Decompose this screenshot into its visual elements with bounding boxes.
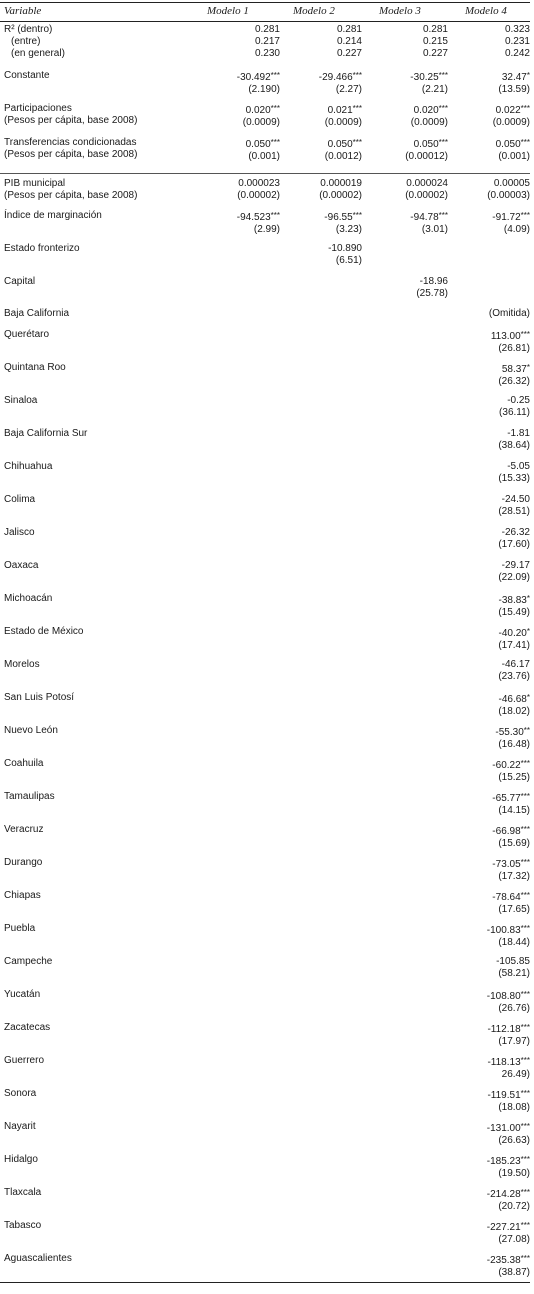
significance-stars: * bbox=[526, 627, 530, 636]
cell-modelo-3 bbox=[368, 24, 448, 60]
standard-error: (26.81) bbox=[498, 343, 530, 354]
standard-error: (26.32) bbox=[498, 376, 530, 387]
cell-modelo-4 bbox=[450, 137, 530, 163]
coefficient: -185.23*** bbox=[486, 1155, 530, 1167]
coefficient: 0.050*** bbox=[245, 138, 280, 150]
coefficient: 0.050*** bbox=[327, 138, 362, 150]
coefficient: -46.68* bbox=[498, 693, 530, 705]
row-label bbox=[4, 362, 66, 374]
standard-error: (3.01) bbox=[421, 224, 448, 235]
cell-modelo-1 bbox=[200, 103, 280, 129]
significance-stars: *** bbox=[520, 1089, 530, 1098]
standard-error: 0.227 bbox=[336, 48, 362, 59]
row-label bbox=[4, 659, 40, 671]
significance-stars: *** bbox=[520, 211, 530, 220]
row-label bbox=[4, 1088, 36, 1100]
coefficient: -66.98*** bbox=[492, 825, 530, 837]
row-label-text: Puebla bbox=[4, 923, 36, 934]
cell-modelo-2 bbox=[282, 103, 362, 129]
row-label bbox=[4, 989, 40, 1001]
cell-modelo-4 bbox=[450, 362, 530, 388]
row-label-subtext: (en general) bbox=[11, 48, 65, 59]
standard-error: (18.08) bbox=[498, 1102, 530, 1113]
cell-modelo-4 bbox=[450, 692, 530, 718]
coefficient: -73.05*** bbox=[492, 858, 530, 870]
row-label bbox=[4, 461, 52, 473]
cell-modelo-4 bbox=[450, 659, 530, 683]
cell-modelo-4 bbox=[450, 178, 530, 202]
cell-modelo-4 bbox=[450, 461, 530, 485]
standard-error: (4.09) bbox=[503, 224, 530, 235]
significance-stars: *** bbox=[520, 792, 530, 801]
standard-error: (19.50) bbox=[498, 1168, 530, 1179]
row-label bbox=[4, 137, 137, 161]
row-label-subtext: (Pesos per cápita, base 2008) bbox=[4, 115, 138, 126]
row-label bbox=[4, 494, 35, 506]
cell-modelo-4 bbox=[450, 791, 530, 817]
row-label-text: Baja California Sur bbox=[4, 428, 88, 439]
standard-error: (26.63) bbox=[498, 1135, 530, 1146]
cell-modelo-4 bbox=[450, 758, 530, 784]
significance-stars: *** bbox=[520, 759, 530, 768]
coefficient: -112.18*** bbox=[487, 1023, 530, 1035]
row-label bbox=[4, 1121, 36, 1133]
row-label-text: Estado fronterizo bbox=[4, 243, 80, 254]
standard-error: (0.00002) bbox=[237, 190, 280, 201]
row-label-subtext: (Pesos per cápita, base 2008) bbox=[4, 149, 138, 160]
cell-modelo-4 bbox=[450, 1253, 530, 1279]
row-label-text: Nayarit bbox=[4, 1121, 36, 1132]
cell-modelo-4 bbox=[450, 725, 530, 751]
cell-modelo-4 bbox=[450, 428, 530, 452]
cell-modelo-4 bbox=[450, 593, 530, 619]
standard-error: (17.41) bbox=[498, 640, 530, 651]
row-label-text: Tamaulipas bbox=[4, 791, 55, 802]
row-label bbox=[4, 758, 43, 770]
row-label-text: Estado de México bbox=[4, 626, 84, 637]
coefficient: -214.28*** bbox=[486, 1188, 530, 1200]
standard-error: (23.76) bbox=[498, 671, 530, 682]
standard-error: (0.0009) bbox=[410, 117, 448, 128]
coefficient: -0.25 bbox=[507, 395, 530, 406]
coefficient: 0.281 bbox=[422, 24, 448, 35]
standard-error: (13.59) bbox=[498, 84, 530, 95]
row-label bbox=[4, 626, 84, 638]
row-label bbox=[4, 1187, 41, 1199]
significance-stars: *** bbox=[520, 1122, 530, 1131]
row-label-text: San Luis Potosí bbox=[4, 692, 75, 703]
standard-error: (17.65) bbox=[498, 904, 530, 915]
coefficient: -94.78*** bbox=[410, 211, 448, 223]
significance-stars: *** bbox=[438, 211, 448, 220]
cell-modelo-3 bbox=[368, 276, 448, 300]
coefficient: -10.890 bbox=[328, 243, 362, 254]
standard-error: (0.001) bbox=[248, 151, 280, 162]
row-label bbox=[4, 527, 35, 539]
coefficient: -108.80*** bbox=[486, 990, 530, 1002]
row-label-text: Guerrero bbox=[4, 1055, 45, 1066]
row-label bbox=[4, 243, 80, 255]
standard-error: 0.214 bbox=[336, 36, 362, 47]
significance-stars: * bbox=[526, 363, 530, 372]
cell-modelo-2 bbox=[282, 70, 362, 96]
cell-modelo-4 bbox=[450, 1187, 530, 1213]
row-label-text: Sonora bbox=[4, 1088, 37, 1099]
significance-stars: * bbox=[526, 693, 530, 702]
coefficient: -100.83*** bbox=[486, 924, 530, 936]
standard-error: 0.230 bbox=[254, 48, 280, 59]
significance-stars: *** bbox=[438, 71, 448, 80]
row-label bbox=[4, 692, 74, 704]
coefficient: (Omitida) bbox=[488, 308, 530, 319]
row-label-subtext: (entre) bbox=[11, 36, 41, 47]
coefficient: -26.32 bbox=[501, 527, 530, 538]
significance-stars: *** bbox=[520, 1056, 530, 1065]
standard-error: (0.00002) bbox=[319, 190, 362, 201]
row-label-text: Sinaloa bbox=[4, 395, 38, 406]
standard-error: (2.21) bbox=[421, 84, 448, 95]
coefficient: -38.83* bbox=[498, 594, 530, 606]
cell-modelo-3 bbox=[368, 70, 448, 96]
coefficient: -5.05 bbox=[507, 461, 530, 472]
row-label bbox=[4, 890, 41, 902]
coefficient: 0.323 bbox=[504, 24, 530, 35]
row-label bbox=[4, 1154, 38, 1166]
row-label bbox=[4, 210, 102, 222]
cell-modelo-3 bbox=[368, 210, 448, 236]
standard-error: (36.11) bbox=[499, 407, 530, 418]
cell-modelo-4 bbox=[450, 24, 530, 60]
row-label-text: Hidalgo bbox=[4, 1154, 38, 1165]
coefficient: 0.020*** bbox=[245, 104, 280, 116]
standard-error: (17.60) bbox=[498, 539, 530, 550]
row-label bbox=[4, 791, 55, 803]
standard-error: 0.242 bbox=[504, 48, 530, 59]
coefficient: -60.22*** bbox=[492, 759, 530, 771]
row-label bbox=[4, 857, 42, 869]
standard-error: 0.227 bbox=[422, 48, 448, 59]
standard-error: (17.97) bbox=[498, 1036, 530, 1047]
row-label-text: Coahuila bbox=[4, 758, 44, 769]
coefficient: -65.77*** bbox=[492, 792, 530, 804]
standard-error: (26.76) bbox=[498, 1003, 530, 1014]
coefficient: 113.00*** bbox=[490, 330, 530, 342]
coefficient: -30.25*** bbox=[410, 71, 448, 83]
significance-stars: *** bbox=[520, 1155, 530, 1164]
standard-error: (58.21) bbox=[498, 968, 530, 979]
row-label-text: Chihuahua bbox=[4, 461, 53, 472]
header-rule bbox=[0, 21, 530, 22]
coefficient: 0.281 bbox=[254, 24, 280, 35]
standard-error: (0.001) bbox=[498, 151, 530, 162]
row-label bbox=[4, 395, 37, 407]
significance-stars: * bbox=[526, 594, 530, 603]
significance-stars: *** bbox=[270, 104, 280, 113]
standard-error: (27.08) bbox=[498, 1234, 530, 1245]
cell-modelo-4 bbox=[450, 494, 530, 518]
cell-modelo-2 bbox=[282, 243, 362, 267]
cell-modelo-4 bbox=[450, 626, 530, 652]
cell-modelo-4 bbox=[450, 103, 530, 129]
standard-error: (38.64) bbox=[498, 440, 530, 451]
coefficient: -235.38*** bbox=[486, 1254, 530, 1266]
row-label-text: Participaciones bbox=[4, 103, 72, 114]
standard-error: (0.0009) bbox=[324, 117, 362, 128]
coefficient: 0.022*** bbox=[495, 104, 530, 116]
row-label-subtext: (Pesos per cápita, base 2008) bbox=[4, 190, 138, 201]
section-separator bbox=[0, 173, 530, 174]
header-modelo-4: Modelo 4 bbox=[465, 5, 507, 17]
row-label bbox=[4, 428, 87, 440]
cell-modelo-4 bbox=[450, 308, 530, 320]
row-label-text: Colima bbox=[4, 494, 36, 505]
cell-modelo-4 bbox=[450, 1154, 530, 1180]
cell-modelo-1 bbox=[200, 24, 280, 60]
coefficient: -119.51*** bbox=[487, 1089, 530, 1101]
row-label-text: Tabasco bbox=[4, 1220, 42, 1231]
significance-stars: *** bbox=[520, 1221, 530, 1230]
row-label-text: Yucatán bbox=[4, 989, 41, 1000]
row-label-text: Morelos bbox=[4, 659, 40, 670]
standard-error: (15.49) bbox=[498, 607, 530, 618]
row-label bbox=[4, 70, 50, 82]
row-label-text: Índice de marginación bbox=[4, 210, 102, 221]
significance-stars: *** bbox=[438, 104, 448, 113]
coefficient: 0.000023 bbox=[238, 178, 280, 189]
row-label bbox=[4, 178, 137, 202]
significance-stars: *** bbox=[352, 71, 362, 80]
significance-stars: *** bbox=[270, 211, 280, 220]
coefficient: 32.47* bbox=[501, 71, 530, 83]
coefficient: 0.281 bbox=[336, 24, 362, 35]
standard-error: (16.48) bbox=[498, 739, 530, 750]
coefficient: 0.000019 bbox=[320, 178, 362, 189]
row-label bbox=[4, 276, 35, 288]
standard-error: (0.0009) bbox=[492, 117, 530, 128]
row-label-text: Aguascalientes bbox=[4, 1253, 72, 1264]
coefficient: 0.00005 bbox=[493, 178, 530, 189]
cell-modelo-4 bbox=[450, 70, 530, 96]
standard-error: 0.215 bbox=[422, 36, 448, 47]
cell-modelo-4 bbox=[450, 989, 530, 1015]
cell-modelo-1 bbox=[200, 137, 280, 163]
standard-error: (20.72) bbox=[498, 1201, 530, 1212]
row-label-text: Tlaxcala bbox=[4, 1187, 42, 1198]
coefficient: 0.050*** bbox=[495, 138, 530, 150]
row-label bbox=[4, 1253, 72, 1265]
cell-modelo-3 bbox=[368, 178, 448, 202]
significance-stars: *** bbox=[520, 1254, 530, 1263]
cell-modelo-1 bbox=[200, 210, 280, 236]
cell-modelo-4 bbox=[450, 824, 530, 850]
coefficient: 0.021*** bbox=[327, 104, 362, 116]
cell-modelo-1 bbox=[200, 70, 280, 96]
significance-stars: *** bbox=[520, 330, 530, 339]
significance-stars: ** bbox=[523, 726, 530, 735]
row-label bbox=[4, 308, 69, 320]
standard-error: (18.02) bbox=[498, 706, 530, 717]
coefficient: -118.13*** bbox=[487, 1056, 530, 1068]
row-label-text: Veracruz bbox=[4, 824, 44, 835]
cell-modelo-3 bbox=[368, 103, 448, 129]
standard-error: (22.09) bbox=[498, 572, 530, 583]
cell-modelo-4 bbox=[450, 210, 530, 236]
row-label-text: Oaxaca bbox=[4, 560, 39, 571]
coefficient: -46.17 bbox=[501, 659, 530, 670]
coefficient: -55.30** bbox=[495, 726, 530, 738]
standard-error: (15.69) bbox=[498, 838, 530, 849]
significance-stars: *** bbox=[520, 990, 530, 999]
significance-stars: *** bbox=[520, 891, 530, 900]
coefficient: 58.37* bbox=[501, 363, 530, 375]
row-label bbox=[4, 1055, 44, 1067]
standard-error: (0.00003) bbox=[487, 190, 530, 201]
coefficient: -40.20* bbox=[498, 627, 530, 639]
standard-error: (15.33) bbox=[498, 473, 530, 484]
cell-modelo-2 bbox=[282, 210, 362, 236]
significance-stars: *** bbox=[520, 104, 530, 113]
header-modelo-1: Modelo 1 bbox=[207, 5, 249, 17]
row-label bbox=[4, 329, 49, 341]
significance-stars: *** bbox=[520, 858, 530, 867]
row-label bbox=[4, 1220, 41, 1232]
standard-error: (2.190) bbox=[248, 84, 280, 95]
significance-stars: *** bbox=[270, 138, 280, 147]
significance-stars: *** bbox=[270, 71, 280, 80]
coefficient: 0.000024 bbox=[406, 178, 448, 189]
standard-error: (17.32) bbox=[498, 871, 530, 882]
cell-modelo-4 bbox=[450, 395, 530, 419]
cell-modelo-4 bbox=[450, 923, 530, 949]
standard-error: (38.87) bbox=[498, 1267, 530, 1278]
standard-error: (2.99) bbox=[253, 224, 280, 235]
standard-error: (0.0012) bbox=[324, 151, 362, 162]
row-label bbox=[4, 1022, 50, 1034]
significance-stars: *** bbox=[520, 924, 530, 933]
standard-error: (6.51) bbox=[335, 255, 362, 266]
cell-modelo-2 bbox=[282, 178, 362, 202]
row-label-text: Nuevo León bbox=[4, 725, 58, 736]
cell-modelo-2 bbox=[282, 24, 362, 60]
significance-stars: *** bbox=[352, 138, 362, 147]
row-label-text: PIB municipal bbox=[4, 178, 66, 189]
standard-error: (18.44) bbox=[498, 937, 530, 948]
cell-modelo-3 bbox=[368, 137, 448, 163]
row-label-text: Campeche bbox=[4, 956, 53, 967]
row-label-text: Capital bbox=[4, 276, 36, 287]
coefficient: -227.21*** bbox=[486, 1221, 530, 1233]
cell-modelo-4 bbox=[450, 1022, 530, 1048]
row-label bbox=[4, 725, 58, 737]
coefficient: -105.85 bbox=[496, 956, 530, 967]
cell-modelo-4 bbox=[450, 1121, 530, 1147]
significance-stars: * bbox=[526, 71, 530, 80]
row-label-text: Constante bbox=[4, 70, 50, 81]
cell-modelo-4 bbox=[450, 956, 530, 980]
header-modelo-3: Modelo 3 bbox=[379, 5, 421, 17]
significance-stars: *** bbox=[520, 1023, 530, 1032]
standard-error: (15.25) bbox=[498, 772, 530, 783]
row-label bbox=[4, 24, 65, 60]
standard-error: (28.51) bbox=[498, 506, 530, 517]
standard-error: (2.27) bbox=[335, 84, 362, 95]
coefficient: -1.81 bbox=[507, 428, 530, 439]
header-modelo-2: Modelo 2 bbox=[293, 5, 335, 17]
row-label-text: Quintana Roo bbox=[4, 362, 66, 373]
row-label bbox=[4, 956, 52, 968]
coefficient: -24.50 bbox=[501, 494, 530, 505]
coefficient: -94.523*** bbox=[236, 211, 280, 223]
coefficient: 0.020*** bbox=[413, 104, 448, 116]
standard-error: (3.23) bbox=[335, 224, 362, 235]
header-variable: Variable bbox=[4, 5, 42, 17]
coefficient: -96.55*** bbox=[324, 211, 362, 223]
row-label bbox=[4, 560, 38, 572]
coefficient: -30.492*** bbox=[236, 71, 280, 83]
coefficient: -91.72*** bbox=[492, 211, 530, 223]
bottom-rule bbox=[0, 1282, 530, 1283]
standard-error: 26.49) bbox=[501, 1069, 530, 1080]
row-label bbox=[4, 103, 137, 127]
cell-modelo-4 bbox=[450, 1055, 530, 1081]
cell-modelo-1 bbox=[200, 178, 280, 202]
coefficient: 0.050*** bbox=[413, 138, 448, 150]
significance-stars: *** bbox=[438, 138, 448, 147]
row-label-text: Transferencias condicionadas bbox=[4, 137, 137, 148]
cell-modelo-4 bbox=[450, 560, 530, 584]
coefficient: -131.00*** bbox=[486, 1122, 530, 1134]
standard-error: (25.78) bbox=[416, 288, 448, 299]
coefficient: -29.17 bbox=[501, 560, 530, 571]
row-label bbox=[4, 923, 35, 935]
cell-modelo-4 bbox=[450, 527, 530, 551]
cell-modelo-4 bbox=[450, 1088, 530, 1114]
significance-stars: *** bbox=[520, 1188, 530, 1197]
standard-error: (0.00012) bbox=[405, 151, 448, 162]
row-label-text: Durango bbox=[4, 857, 43, 868]
significance-stars: *** bbox=[520, 825, 530, 834]
standard-error: (0.0009) bbox=[242, 117, 280, 128]
row-label-text: Baja California bbox=[4, 308, 70, 319]
row-label-text: R² (dentro) bbox=[4, 24, 53, 35]
coefficient: -18.96 bbox=[419, 276, 448, 287]
cell-modelo-4 bbox=[450, 329, 530, 355]
significance-stars: *** bbox=[352, 211, 362, 220]
row-label-text: Querétaro bbox=[4, 329, 50, 340]
row-label-text: Michoacán bbox=[4, 593, 53, 604]
row-label-text: Zacatecas bbox=[4, 1022, 51, 1033]
cell-modelo-4 bbox=[450, 890, 530, 916]
coefficient: -29.466*** bbox=[318, 71, 362, 83]
standard-error: 0.231 bbox=[504, 36, 530, 47]
top-rule bbox=[0, 2, 530, 3]
standard-error: (14.15) bbox=[498, 805, 530, 816]
cell-modelo-4 bbox=[450, 1220, 530, 1246]
row-label bbox=[4, 824, 43, 836]
cell-modelo-4 bbox=[450, 857, 530, 883]
row-label bbox=[4, 593, 52, 605]
coefficient: -78.64*** bbox=[492, 891, 530, 903]
standard-error: (0.00002) bbox=[405, 190, 448, 201]
significance-stars: *** bbox=[520, 138, 530, 147]
cell-modelo-2 bbox=[282, 137, 362, 163]
standard-error: 0.217 bbox=[254, 36, 280, 47]
row-label-text: Jalisco bbox=[4, 527, 35, 538]
row-label-text: Chiapas bbox=[4, 890, 41, 901]
significance-stars: *** bbox=[352, 104, 362, 113]
